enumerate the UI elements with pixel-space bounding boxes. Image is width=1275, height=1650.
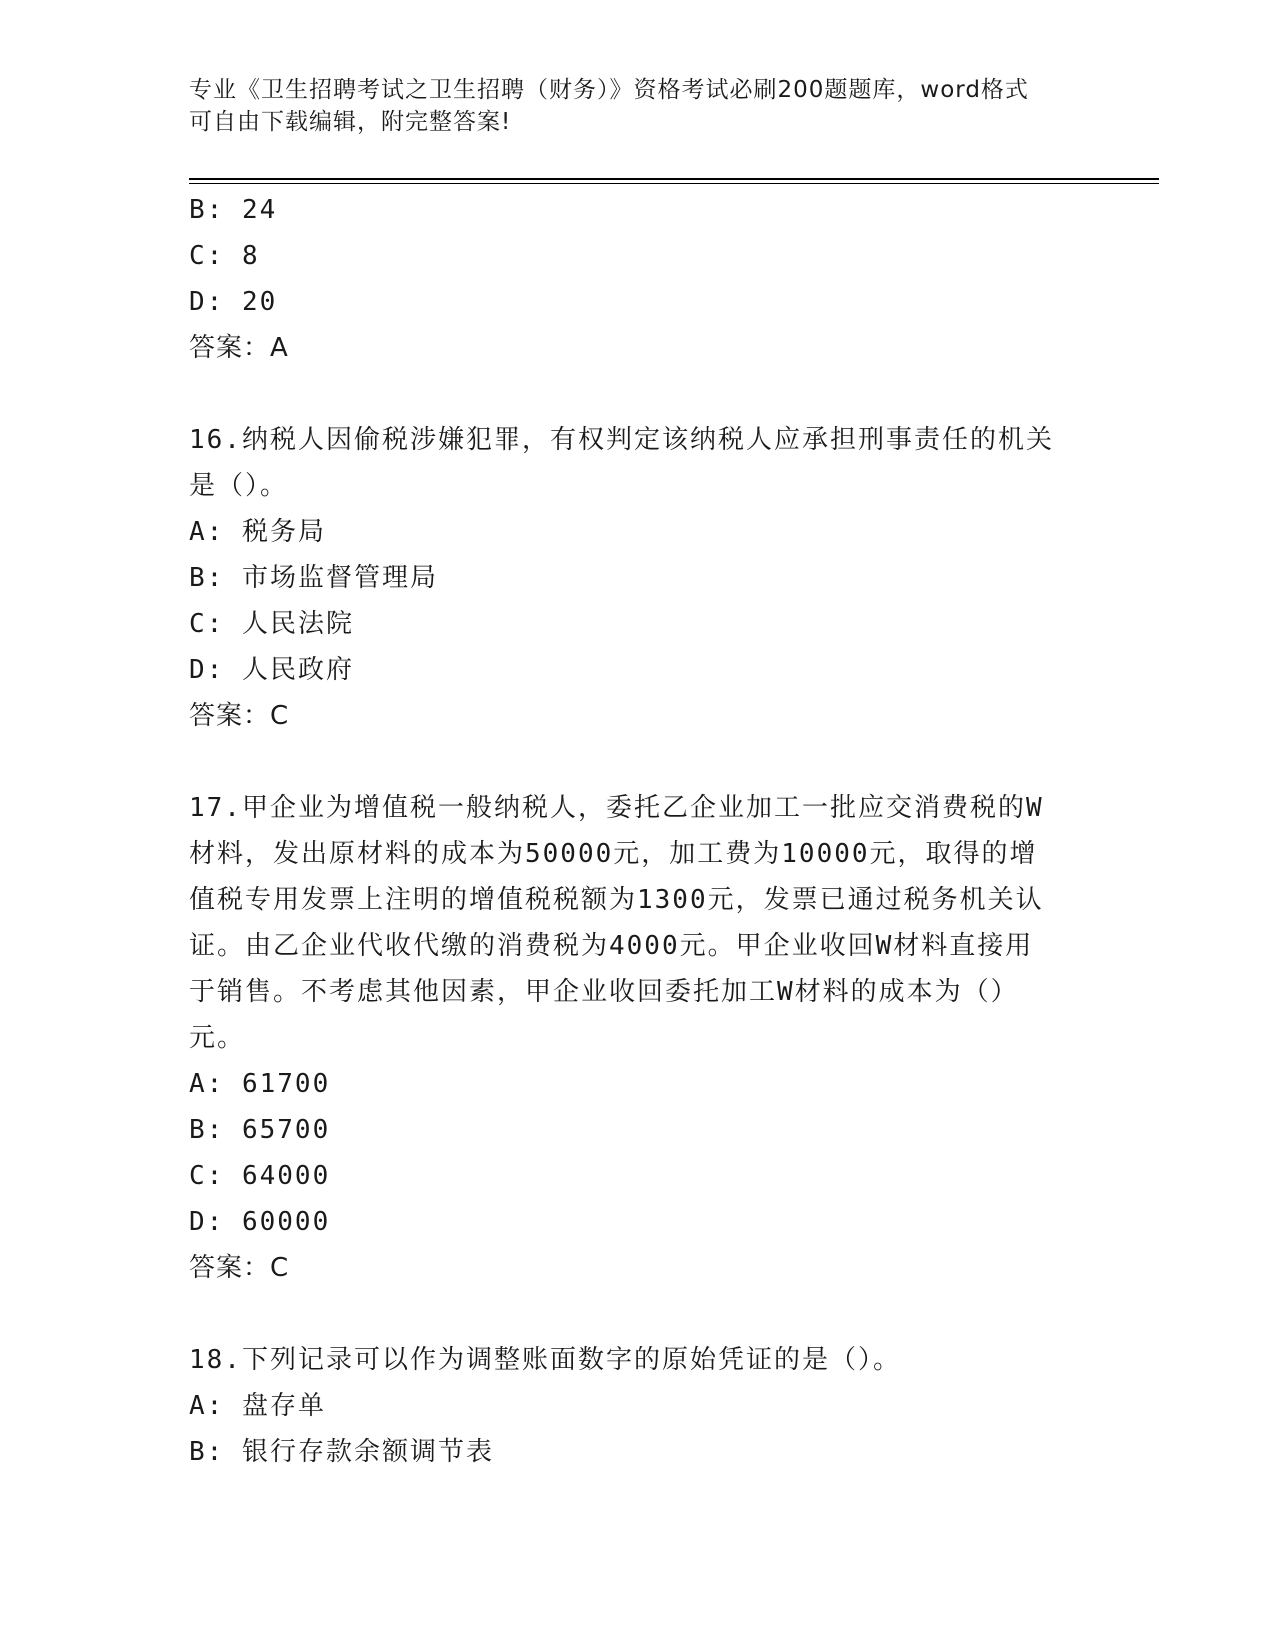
q15-option-b: B: 24 — [189, 195, 278, 225]
header-line-2: 可自由下载编辑，附完整答案! — [189, 109, 512, 135]
document-header — [189, 74, 1069, 138]
q17-stem-line-5: 于销售。不考虑其他因素，甲企业收回委托加工W材料的成本为（） — [189, 977, 1019, 1007]
q17-stem-line-6: 元。 — [189, 1023, 246, 1053]
q15-answer: 答案：A — [189, 333, 289, 363]
q18-stem-line-1: 18.下列记录可以作为调整账面数字的原始凭证的是（）。 — [189, 1345, 901, 1375]
q16-option-d: D: 人民政府 — [189, 655, 354, 685]
q18-option-a: A: 盘存单 — [189, 1391, 326, 1421]
q17-stem-line-2: 材料，发出原材料的成本为50000元，加工费为10000元，取得的增 — [189, 839, 1038, 869]
q17-option-a: A: 61700 — [189, 1069, 331, 1099]
q15-option-c: C: 8 — [189, 241, 260, 271]
q17-stem-line-4: 证。由乙企业代收代缴的消费税为4000元。甲企业收回W材料直接用 — [189, 931, 1034, 961]
q16-stem-line-2: 是（）。 — [189, 471, 289, 501]
q16-stem-line-1: 16.纳税人因偷税涉嫌犯罪，有权判定该纳税人应承担刑事责任的机关 — [189, 425, 1054, 455]
header-line-1: 专业《卫生招聘考试之卫生招聘（财务）》资格考试必刷200题题库，word格式 — [189, 77, 1029, 103]
q16-option-c: C: 人民法院 — [189, 609, 354, 639]
header-rule-thick — [189, 178, 1159, 180]
q17-stem-line-1: 17.甲企业为增值税一般纳税人，委托乙企业加工一批应交消费税的W — [189, 793, 1044, 823]
q17-option-b: B: 65700 — [189, 1115, 331, 1145]
q18-option-b: B: 银行存款余额调节表 — [189, 1437, 494, 1467]
q15-option-d: D: 20 — [189, 287, 278, 317]
header-rule-thin — [189, 183, 1159, 184]
q16-answer: 答案：C — [189, 701, 290, 731]
q16-option-a: A: 税务局 — [189, 517, 326, 547]
q17-option-d: D: 60000 — [189, 1207, 331, 1237]
q16-option-b: B: 市场监督管理局 — [189, 563, 438, 593]
q17-option-c: C: 64000 — [189, 1161, 331, 1191]
q17-stem-line-3: 值税专用发票上注明的增值税税额为1300元，发票已通过税务机关认 — [189, 885, 1044, 915]
q17-answer: 答案：C — [189, 1253, 290, 1283]
